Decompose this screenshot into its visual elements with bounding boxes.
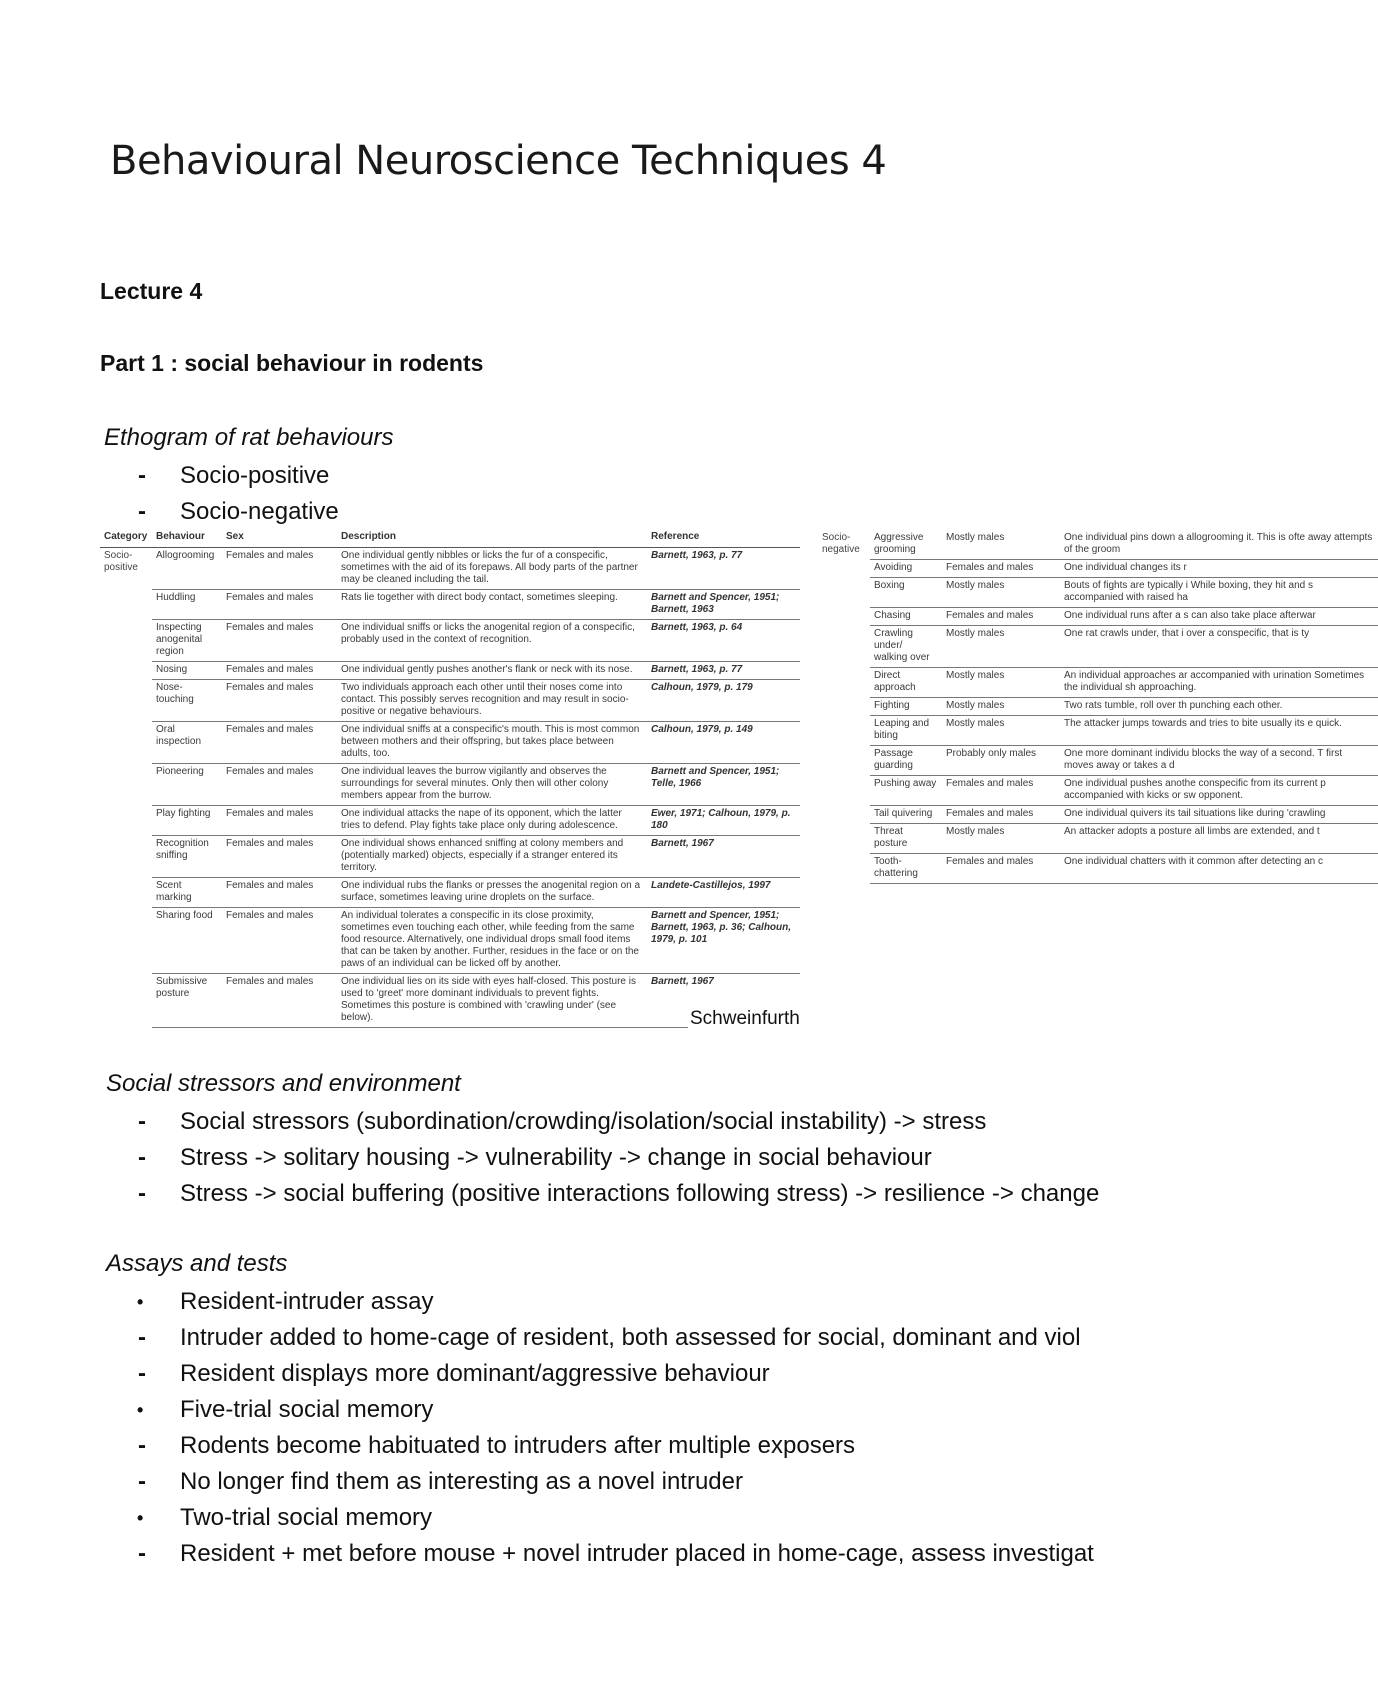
table-row — [100, 764, 800, 806]
table-cell-behaviour: Chasing — [870, 608, 942, 626]
dash-marker: - — [138, 1108, 146, 1135]
table-cell-category — [100, 836, 152, 878]
table-cell-category — [818, 824, 870, 854]
table-cell-category — [818, 608, 870, 626]
table-cell-sex: Mostly males — [942, 668, 1060, 698]
table-row — [100, 908, 800, 974]
bullet-marker: • — [137, 1400, 144, 1420]
ethogram-list — [100, 458, 339, 530]
table-cell-description: Bouts of fights are typically i While boxing, they hit and s accompanied with raised ha — [1060, 578, 1378, 608]
table-cell-description: One individual changes its r — [1060, 560, 1378, 578]
table-cell-description: One individual quivers its tail situations like during 'crawling — [1060, 806, 1378, 824]
table-cell-description: One individual pushes anothe conspecific from its current p accompanied with kicks or sw opponent. — [1060, 776, 1378, 806]
table-cell-category: Socio-negative — [822, 532, 860, 555]
table-cell-category — [818, 626, 870, 668]
table-cell-sex: Females and males — [942, 776, 1060, 806]
table-cell-description: Two individuals approach each other until their noses come into contact. This possibly serves recognition and may result in socio-positive or negative behaviours. — [337, 680, 647, 722]
table-cell-category — [100, 764, 152, 806]
table-row — [818, 716, 1378, 746]
table-cell-category: Socio-positive — [104, 550, 138, 573]
table-cell-reference: Barnett, 1967 — [647, 836, 800, 878]
table-cell-sex: Females and males — [222, 722, 337, 764]
table-row — [100, 590, 800, 620]
table-cell-description: One individual rubs the flanks or presses the anogenital region on a surface, sometimes leaving urine droplets on the surface. — [337, 878, 647, 908]
table-cell-category — [100, 620, 152, 662]
stressors-list — [100, 1104, 1099, 1212]
table-row — [100, 548, 800, 590]
list-item — [100, 1392, 1094, 1428]
list-item — [100, 1104, 1099, 1140]
list-item — [100, 1176, 1099, 1212]
table-cell-behaviour: Tail quivering — [870, 806, 942, 824]
list-item — [100, 1500, 1094, 1536]
table-row — [100, 836, 800, 878]
table-cell-reference: Barnett, 1963, p. 64 — [647, 620, 800, 662]
table-cell-behaviour: Nose-touching — [152, 680, 222, 722]
table-cell-behaviour: Fighting — [870, 698, 942, 716]
table-cell-behaviour: Direct approach — [870, 668, 942, 698]
list-item-text: Intruder added to home-cage of resident, both assessed for social, dominant and viol — [180, 1324, 1081, 1351]
ethogram-right-table — [818, 530, 1378, 884]
list-item — [100, 458, 339, 494]
table-cell-behaviour: Aggressive grooming — [870, 530, 942, 560]
table-cell-behaviour: Boxing — [870, 578, 942, 608]
table-cell-category — [100, 974, 152, 1028]
table-cell-category — [818, 698, 870, 716]
table-cell-behaviour: Huddling — [152, 590, 222, 620]
stressors-heading: Social stressors and environment — [106, 1070, 461, 1097]
table-cell-description: One rat crawls under, that i over a conspecific, that is ty — [1060, 626, 1378, 668]
table-row — [818, 578, 1378, 608]
table-cell-sex: Females and males — [222, 836, 337, 878]
table-row — [818, 854, 1378, 884]
table-cell-category — [818, 746, 870, 776]
table-cell-reference: Calhoun, 1979, p. 149 — [647, 722, 800, 764]
list-item-text: Social stressors (subordination/crowding/isolation/social instability) -> stress — [180, 1108, 987, 1135]
assays-list — [100, 1284, 1094, 1572]
table-cell-sex: Mostly males — [942, 824, 1060, 854]
list-item — [100, 1284, 1094, 1320]
dash-marker: - — [138, 1144, 146, 1171]
list-item-text: Resident + met before mouse + novel intruder placed in home-cage, assess investigat — [180, 1540, 1094, 1567]
table-cell-description: An individual tolerates a conspecific in its close proximity, sometimes even touching each other, while feeding from the same food resource. Alternatively, one individual drops small food items that can be taken by another. Further, residues in the face or on the paws of an individual can be licked off by another. — [337, 908, 647, 974]
table-cell-reference: Barnett, 1963, p. 77 — [647, 548, 800, 590]
list-item — [100, 1428, 1094, 1464]
list-item — [100, 1536, 1094, 1572]
table-cell-category — [100, 722, 152, 764]
table-cell-behaviour: Nosing — [152, 662, 222, 680]
table-row — [818, 560, 1378, 578]
table-cell-description: One individual leaves the burrow vigilantly and observes the surroundings for several minutes. Only then will other colony members appear from the burrow. — [337, 764, 647, 806]
table-cell-reference: Barnett and Spencer, 1951; Barnett, 1963, p. 36; Calhoun, 1979, p. 101 — [647, 908, 800, 974]
column-header: Sex — [222, 530, 337, 548]
table-cell-description: One individual chatters with it common after detecting an c — [1060, 854, 1378, 884]
table-cell-category — [818, 806, 870, 824]
table-cell-category — [100, 662, 152, 680]
table-cell-description: One individual pins down a allogrooming it. This is ofte away attempts of the groom — [1060, 530, 1378, 560]
column-header: Category — [100, 530, 152, 548]
assays-heading: Assays and tests — [106, 1250, 288, 1277]
table-cell-reference: Barnett and Spencer, 1951; Barnett, 1963 — [647, 590, 800, 620]
list-item-text: Stress -> solitary housing -> vulnerability -> change in social behaviour — [180, 1144, 932, 1171]
table-cell-behaviour: Oral inspection — [152, 722, 222, 764]
table-row — [818, 824, 1378, 854]
table-header-row — [100, 530, 800, 548]
table-row — [100, 620, 800, 662]
table-cell-reference: Barnett, 1963, p. 77 — [647, 662, 800, 680]
table-cell-description: Two rats tumble, roll over th punching each other. — [1060, 698, 1378, 716]
dash-marker: - — [138, 1432, 146, 1459]
list-item-text: Socio-positive — [180, 462, 330, 489]
table-row — [818, 608, 1378, 626]
table-cell-sex: Mostly males — [942, 530, 1060, 560]
list-item-text: Socio-negative — [180, 498, 339, 525]
table-cell-category — [818, 560, 870, 578]
table-cell-category — [818, 776, 870, 806]
page-title: Behavioural Neuroscience Techniques 4 — [110, 138, 887, 184]
list-item-text: No longer find them as interesting as a novel intruder — [180, 1468, 743, 1495]
table-cell-behaviour: Passage guarding — [870, 746, 942, 776]
table-cell-reference: Barnett, 1967 — [647, 974, 800, 1028]
table-cell-description: The attacker jumps towards and tries to bite usually its e quick. — [1060, 716, 1378, 746]
table-cell-sex: Females and males — [222, 878, 337, 908]
lecture-heading: Lecture 4 — [100, 278, 203, 304]
table-row — [100, 680, 800, 722]
table-cell-category — [100, 590, 152, 620]
list-item-text: Stress -> social buffering (positive interactions following stress) -> resilience -> change — [180, 1180, 1100, 1207]
table-cell-category — [818, 668, 870, 698]
table-cell-sex: Females and males — [222, 620, 337, 662]
table-cell-behaviour: Pioneering — [152, 764, 222, 806]
column-header: Behaviour — [152, 530, 222, 548]
table-cell-reference: Barnett and Spencer, 1951; Telle, 1966 — [647, 764, 800, 806]
table-cell-description: One individual lies on its side with eyes half-closed. This posture is used to 'greet' more dominant individuals to prevent fights. Sometimes this posture is combined with 'crawling under' (see below). — [337, 974, 647, 1028]
table-cell-behaviour: Play fighting — [152, 806, 222, 836]
table-cell-category — [818, 854, 870, 884]
dash-marker: - — [138, 1180, 146, 1207]
table-cell-sex: Females and males — [942, 560, 1060, 578]
table-cell-behaviour: Sharing food — [152, 908, 222, 974]
table-cell-behaviour: Pushing away — [870, 776, 942, 806]
table-cell-sex: Mostly males — [942, 716, 1060, 746]
table-cell-sex: Females and males — [222, 974, 337, 1028]
table-row — [818, 626, 1378, 668]
list-item-text: Five-trial social memory — [180, 1396, 434, 1423]
table-cell-behaviour: Submissive posture — [152, 974, 222, 1028]
table-cell-description: Rats lie together with direct body contact, sometimes sleeping. — [337, 590, 647, 620]
table-cell-sex: Mostly males — [942, 626, 1060, 668]
table-cell-sex: Females and males — [222, 764, 337, 806]
dash-marker: - — [138, 1540, 146, 1567]
table-cell-category — [100, 908, 152, 974]
table-cell-description: One individual gently pushes another's flank or neck with its nose. — [337, 662, 647, 680]
table-row — [818, 806, 1378, 824]
table-cell-description: An attacker adopts a posture all limbs are extended, and t — [1060, 824, 1378, 854]
table-cell-sex: Mostly males — [942, 698, 1060, 716]
table-cell-reference: Ewer, 1971; Calhoun, 1979, p. 180 — [647, 806, 800, 836]
table-cell-behaviour: Threat posture — [870, 824, 942, 854]
table-row — [818, 530, 1378, 560]
table-cell-description: One individual shows enhanced sniffing at colony members and (potentially marked) objects, especially if a stranger entered its territory. — [337, 836, 647, 878]
dash-marker: - — [138, 498, 146, 525]
table-cell-description: One individual gently nibbles or licks the fur of a conspecific, sometimes with the aid of its forepaws. All body parts of the partner may be cleaned including the tail. — [337, 548, 647, 590]
table-cell-category — [818, 578, 870, 608]
table-cell-behaviour: Leaping and biting — [870, 716, 942, 746]
figure-credit: Schweinfurth — [690, 1008, 800, 1029]
list-item-text: Resident-intruder assay — [180, 1288, 434, 1315]
table-cell-behaviour: Tooth-chattering — [870, 854, 942, 884]
ethogram-heading: Ethogram of rat behaviours — [104, 424, 394, 451]
table-cell-sex: Females and males — [222, 806, 337, 836]
table-cell-sex: Females and males — [222, 908, 337, 974]
table-cell-category — [100, 680, 152, 722]
list-item-text: Two-trial social memory — [180, 1504, 433, 1531]
column-header: Reference — [647, 530, 800, 548]
dash-marker: - — [138, 462, 146, 489]
table-cell-sex: Females and males — [942, 608, 1060, 626]
table-cell-description: One individual sniffs at a conspecific's mouth. This is most common between mothers and their offspring, but takes place between adults, too. — [337, 722, 647, 764]
table-cell-category — [100, 878, 152, 908]
table-row — [818, 746, 1378, 776]
table-cell-sex: Mostly males — [942, 578, 1060, 608]
table-cell-category — [100, 806, 152, 836]
ethogram-figure — [100, 530, 1373, 1030]
table-row — [100, 878, 800, 908]
table-cell-sex: Females and males — [222, 680, 337, 722]
list-item — [100, 1140, 1099, 1176]
list-item — [100, 1464, 1094, 1500]
table-cell-reference: Calhoun, 1979, p. 179 — [647, 680, 800, 722]
table-row — [818, 668, 1378, 698]
table-cell-description: One individual sniffs or licks the anogenital region of a conspecific, probably used in the context of recognition. — [337, 620, 647, 662]
table-cell-behaviour: Scent marking — [152, 878, 222, 908]
table-cell-description: One more dominant individu blocks the way of a second. T first moves away or takes a d — [1060, 746, 1378, 776]
table-row — [818, 698, 1378, 716]
table-cell-sex: Females and males — [942, 806, 1060, 824]
table-cell-behaviour: Avoiding — [870, 560, 942, 578]
table-row — [100, 662, 800, 680]
table-cell-sex: Females and males — [222, 662, 337, 680]
list-item-text: Resident displays more dominant/aggressive behaviour — [180, 1360, 770, 1387]
bullet-marker: • — [137, 1292, 144, 1312]
table-cell-sex: Females and males — [222, 548, 337, 590]
dash-marker: - — [138, 1360, 146, 1387]
dash-marker: - — [138, 1468, 146, 1495]
table-cell-category — [818, 716, 870, 746]
table-cell-reference: Landete-Castillejos, 1997 — [647, 878, 800, 908]
table-cell-description: One individual runs after a s can also take place afterwar — [1060, 608, 1378, 626]
table-cell-behaviour: Allogrooming — [152, 548, 222, 590]
table-cell-description: An individual approaches ar accompanied with urination Sometimes the individual sh approaching. — [1060, 668, 1378, 698]
list-item-text: Rodents become habituated to intruders after multiple exposers — [180, 1432, 856, 1459]
table-cell-behaviour: Recognition sniffing — [152, 836, 222, 878]
table-cell-description: One individual attacks the nape of its opponent, which the latter tries to defend. Play fights take place only during adolescence. — [337, 806, 647, 836]
table-cell-sex: Females and males — [942, 854, 1060, 884]
part-heading: Part 1 : social behaviour in rodents — [100, 350, 484, 376]
table-row — [100, 722, 800, 764]
ethogram-left-table — [100, 530, 800, 1028]
column-header: Description — [337, 530, 647, 548]
table-row — [100, 806, 800, 836]
list-item — [100, 494, 339, 530]
table-cell-behaviour: Crawling under/ walking over — [870, 626, 942, 668]
list-item — [100, 1320, 1094, 1356]
bullet-marker: • — [137, 1508, 144, 1528]
table-cell-sex: Females and males — [222, 590, 337, 620]
table-row — [818, 776, 1378, 806]
table-cell-behaviour: Inspecting anogenital region — [152, 620, 222, 662]
table-cell-sex: Probably only males — [942, 746, 1060, 776]
list-item — [100, 1356, 1094, 1392]
dash-marker: - — [138, 1324, 146, 1351]
